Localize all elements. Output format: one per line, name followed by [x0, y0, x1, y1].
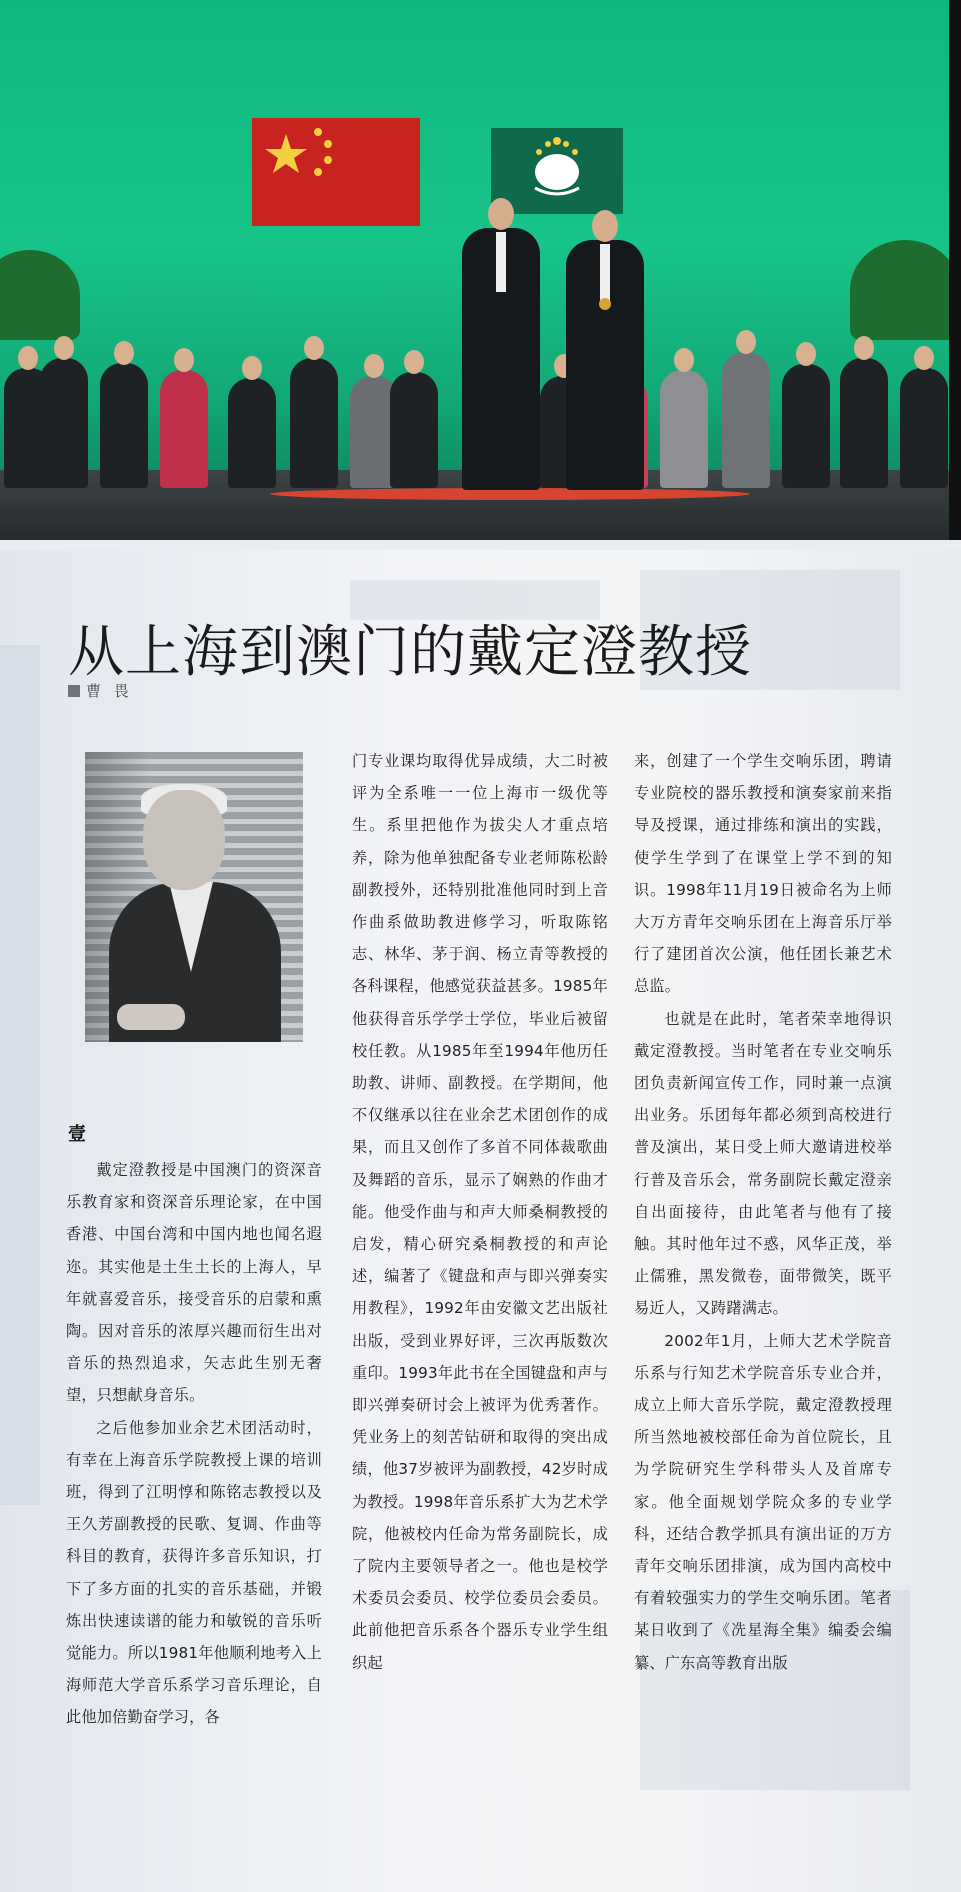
chinese-flag-icon [252, 118, 420, 226]
author-portrait-photo [85, 752, 303, 1042]
square-bullet-icon [68, 685, 80, 697]
standing-professor-right [566, 240, 644, 490]
paragraph: 门专业课均取得优异成绩，大二时被评为全系唯一一位上海市一级优等生。系里把他作为拔尖人才重点培养，除为他单独配备专业老师陈松龄副教授外，还特别批准他同时到上音作曲系做助教进修学习，听取陈铭志、林华、茅于润、杨立青等教授的各科课程，他感觉获益甚多。1985年他获得音乐学学士学位，毕业后被留校任教。从1985年至1994年他历任助教、讲师、副教授。在学期间，他不仅继承以往在业余艺术团创作的成果，而且又创作了多首不同体裁歌曲及舞蹈的音乐，显示了娴熟的作曲才能。他受作曲与和声大师桑桐教授的启发，精心研究桑桐教授的和声论述，编著了《键盘和声与即兴弹奏实用教程》，1992年由安徽文艺出版社出版，受到业界好评，三次再版数次重印。1993年此书在全国键盘和声与即兴弹奏研讨会上被评为优秀著作。凭业务上的刻苦钻研和取得的突出成绩，他37岁被评为副教授，42岁时成为教授。1998年音乐系扩大为艺术学院，他被校内任命为常务副院长，成了院内主要领导者之一。他也是校学术委员会委员、校学位委员会委员。此前他把音乐系各个器乐专业学生组织起 [352, 752, 608, 1672]
ceremony-photo [0, 0, 961, 540]
paragraph: 来，创建了一个学生交响乐团，聘请专业院校的器乐教授和演奏家前来指导及授课，通过排练和演出的实践，使学生学到了在课堂上学不到的知识。1998年11月19日被命名为上师大万方青年交响乐团在上海音乐厅举行了建团首次公演，他任团长兼艺术总监。 [634, 752, 892, 996]
section-heading: 壹 [68, 1124, 86, 1145]
article-title: 从上海到澳门的戴定澄教授 [68, 620, 752, 685]
text-column-3 [634, 745, 892, 1679]
paragraph: 也就是在此时，笔者荣幸地得识戴定澄教授。当时笔者在专业交响乐团负责新闻宣传工作，同时兼一点演出业务。乐团每年都必须到高校进行普及演出，某日受上师大邀请进校举行普及音乐会，常务副院长戴定澄亲自出面接待，由此笔者与他有了接触。其时他年过不惑，风华正茂，举止儒雅，黑发微卷，面带微笑，既平易近人，又踌躇满志。 [634, 1009, 892, 1318]
paragraph: 戴定澄教授是中国澳门的资深音乐教育家和资深音乐理论家，在中国香港、中国台湾和中国内地也闻名遐迩。其实他是土生土长的上海人，早年就喜爱音乐，接受音乐的启蒙和熏陶。因对音乐的浓厚兴趣而衍生出对音乐的热烈追求，矢志此生别无奢望，只想献身音乐。 [66, 1161, 322, 1405]
paragraph: 之后他参加业余艺术团活动时，有幸在上海音乐学院教授上课的培训班，得到了江明惇和陈铭志教授以及王久芳副教授的民歌、复调、作曲等科目的教育，获得许多音乐知识，打下了多方面的扎实的音乐基础，并锻炼出快速读谱的能力和敏锐的音乐听觉能力。所以1981年他顺利地考入上海师范大学音乐系学习音乐理论，自此他加倍勤奋学习，各 [66, 1418, 322, 1727]
author-name: 曹 畏 [86, 682, 133, 700]
standing-official-left [462, 228, 540, 490]
macau-flag-icon [491, 128, 623, 214]
text-column-2 [352, 745, 608, 1679]
text-column-1 [66, 1154, 322, 1734]
article-page [0, 550, 961, 1892]
paragraph: 2002年1月，上师大艺术学院音乐系与行知艺术学院音乐专业合并，成立上师大音乐学院，戴定澄教授理所当然地被校部任命为首位院长，且为学院研究生学科带头人及首席专家。他全面规划学院众多的专业学科，还结合教学抓具有演出证的万方青年交响乐团排演，成为国内高校中有着较强实力的学生交响乐团。笔者某日收到了《冼星海全集》编委会编纂、广东高等教育出版 [634, 1331, 892, 1672]
medal-icon [599, 298, 611, 310]
show-through-block [0, 645, 40, 1505]
author-byline [68, 680, 133, 701]
photo-edge [949, 0, 961, 540]
